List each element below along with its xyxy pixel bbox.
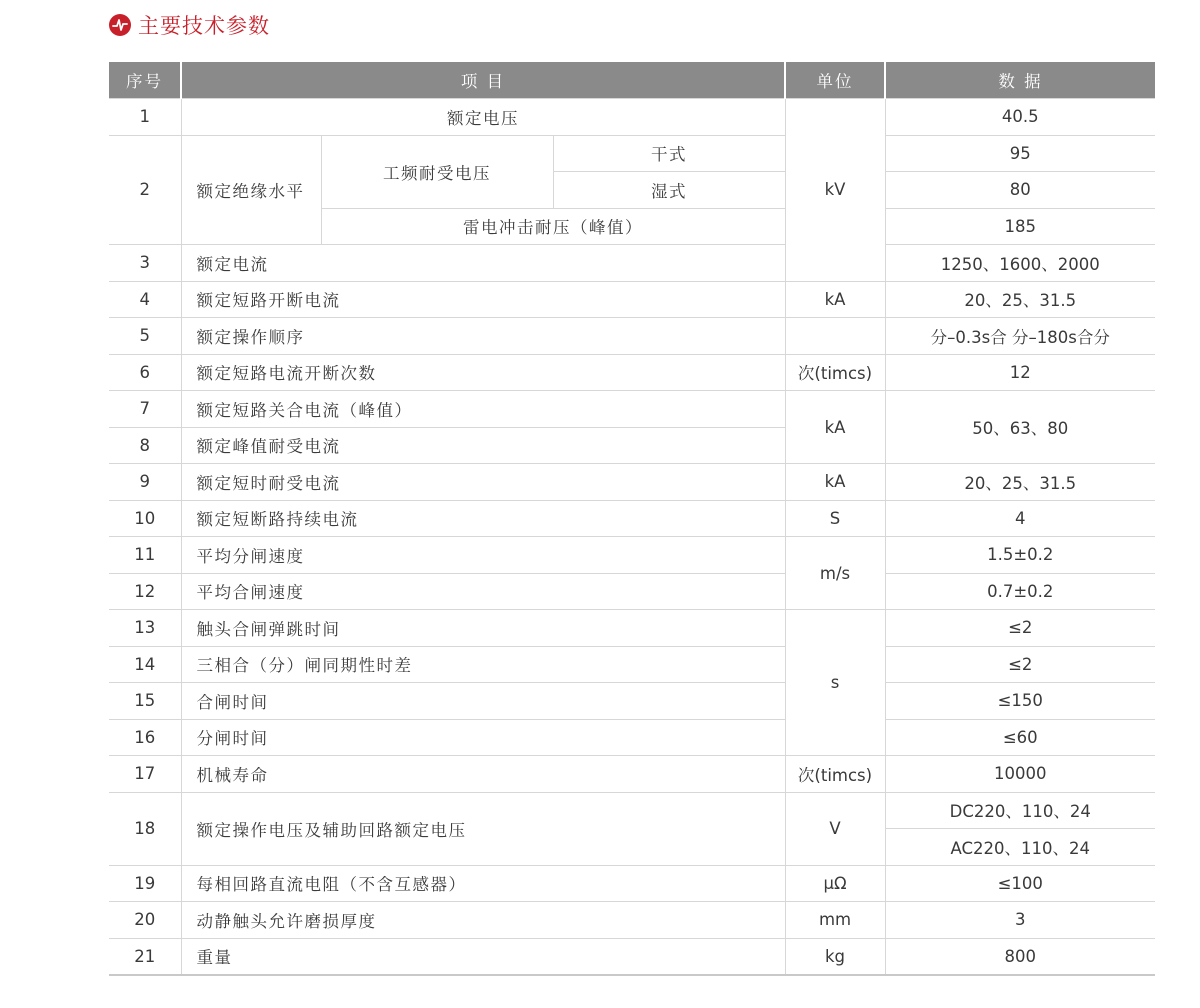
row-number: 7	[109, 391, 181, 428]
table-row	[109, 318, 1155, 355]
item-cell: 机械寿命	[181, 756, 785, 793]
item-cell: 额定短路开断电流	[181, 281, 785, 318]
item-cell: 额定短路电流开断次数	[181, 354, 785, 391]
table-row	[109, 610, 1155, 647]
table-row	[109, 99, 1155, 136]
value-cell: 800	[885, 938, 1155, 975]
unit-cell: mm	[785, 902, 885, 939]
row-number: 16	[109, 719, 181, 756]
row-number: 15	[109, 683, 181, 720]
row-number: 13	[109, 610, 181, 647]
value-cell: 95	[885, 135, 1155, 172]
item-cell: 每相回路直流电阻（不含互感器）	[181, 865, 785, 902]
table-row	[109, 902, 1155, 939]
unit-cell: kV	[785, 99, 885, 282]
table-row	[109, 500, 1155, 537]
row-number: 2	[109, 135, 181, 245]
value-cell: ≤100	[885, 865, 1155, 902]
row-number: 17	[109, 756, 181, 793]
value-cell: 4	[885, 500, 1155, 537]
row-number: 10	[109, 500, 181, 537]
table-row	[109, 865, 1155, 902]
col-header-no: 序号	[109, 62, 181, 99]
unit-cell: S	[785, 500, 885, 537]
spec-table	[109, 62, 1155, 976]
item-cell: 额定操作顺序	[181, 318, 785, 355]
unit-cell: V	[785, 792, 885, 865]
value-cell: 3	[885, 902, 1155, 939]
value-cell: 10000	[885, 756, 1155, 793]
value-cell: AC220、110、24	[885, 829, 1155, 866]
section-title	[109, 8, 270, 42]
table-row	[109, 756, 1155, 793]
sub-item-cell: 雷电冲击耐压（峰值）	[321, 208, 785, 245]
pulse-icon	[109, 14, 131, 36]
row-number: 14	[109, 646, 181, 683]
value-cell: 1.5±0.2	[885, 537, 1155, 574]
row-number: 3	[109, 245, 181, 282]
table-row	[109, 646, 1155, 683]
value-cell: 1250、1600、2000	[885, 245, 1155, 282]
value-cell: 20、25、31.5	[885, 464, 1155, 501]
row-number: 5	[109, 318, 181, 355]
table-row	[109, 683, 1155, 720]
table-row	[109, 245, 1155, 282]
item-cell: 分闸时间	[181, 719, 785, 756]
table-row	[109, 537, 1155, 574]
value-cell: 80	[885, 172, 1155, 209]
unit-cell: kg	[785, 938, 885, 975]
row-number: 20	[109, 902, 181, 939]
item-cell: 额定绝缘水平	[181, 135, 321, 245]
value-cell: ≤60	[885, 719, 1155, 756]
unit-cell	[785, 318, 885, 355]
row-number: 1	[109, 99, 181, 136]
col-header-item: 项 目	[181, 62, 785, 99]
table-row	[109, 719, 1155, 756]
row-number: 4	[109, 281, 181, 318]
unit-cell: 次(timcs)	[785, 354, 885, 391]
row-number: 6	[109, 354, 181, 391]
unit-cell: μΩ	[785, 865, 885, 902]
table-row	[109, 135, 1155, 172]
sub-item-cell: 干式	[553, 135, 785, 172]
value-cell: 185	[885, 208, 1155, 245]
table-row	[109, 464, 1155, 501]
item-cell: 额定短时耐受电流	[181, 464, 785, 501]
row-number: 8	[109, 427, 181, 464]
value-cell: 分–0.3s合 分–180s合分	[885, 318, 1155, 355]
table-header-row	[109, 62, 1155, 99]
item-cell: 重量	[181, 938, 785, 975]
row-number: 19	[109, 865, 181, 902]
value-cell: 0.7±0.2	[885, 573, 1155, 610]
table-row	[109, 354, 1155, 391]
item-cell: 触头合闸弹跳时间	[181, 610, 785, 647]
col-header-value: 数 据	[885, 62, 1155, 99]
sub-item-cell: 湿式	[553, 172, 785, 209]
col-header-unit: 单位	[785, 62, 885, 99]
sub-item-cell: 工频耐受电压	[321, 135, 553, 208]
item-cell: 额定峰值耐受电流	[181, 427, 785, 464]
page-title: 主要技术参数	[138, 14, 270, 38]
table-row	[109, 938, 1155, 975]
row-number: 11	[109, 537, 181, 574]
item-cell: 额定电流	[181, 245, 785, 282]
item-cell: 三相合（分）闸同期性时差	[181, 646, 785, 683]
value-cell: ≤150	[885, 683, 1155, 720]
row-number: 21	[109, 938, 181, 975]
item-cell: 额定短路关合电流（峰值）	[181, 391, 785, 428]
row-number: 9	[109, 464, 181, 501]
table-row	[109, 792, 1155, 829]
table-row	[109, 281, 1155, 318]
unit-cell: m/s	[785, 537, 885, 610]
item-cell: 平均合闸速度	[181, 573, 785, 610]
value-cell: 20、25、31.5	[885, 281, 1155, 318]
item-cell: 合闸时间	[181, 683, 785, 720]
unit-cell: kA	[785, 464, 885, 501]
item-cell: 额定短断路持续电流	[181, 500, 785, 537]
value-cell: 40.5	[885, 99, 1155, 136]
item-cell: 动静触头允许磨损厚度	[181, 902, 785, 939]
unit-cell: s	[785, 610, 885, 756]
row-number: 12	[109, 573, 181, 610]
item-cell: 平均分闸速度	[181, 537, 785, 574]
row-number: 18	[109, 792, 181, 865]
value-cell: ≤2	[885, 610, 1155, 647]
unit-cell: kA	[785, 391, 885, 464]
value-cell: ≤2	[885, 646, 1155, 683]
value-cell: 50、63、80	[885, 391, 1155, 464]
table-row	[109, 573, 1155, 610]
item-cell: 额定操作电压及辅助回路额定电压	[181, 792, 785, 865]
table-row	[109, 391, 1155, 428]
unit-cell: 次(timcs)	[785, 756, 885, 793]
unit-cell: kA	[785, 281, 885, 318]
item-cell: 额定电压	[181, 99, 785, 136]
value-cell: 12	[885, 354, 1155, 391]
value-cell: DC220、110、24	[885, 792, 1155, 829]
